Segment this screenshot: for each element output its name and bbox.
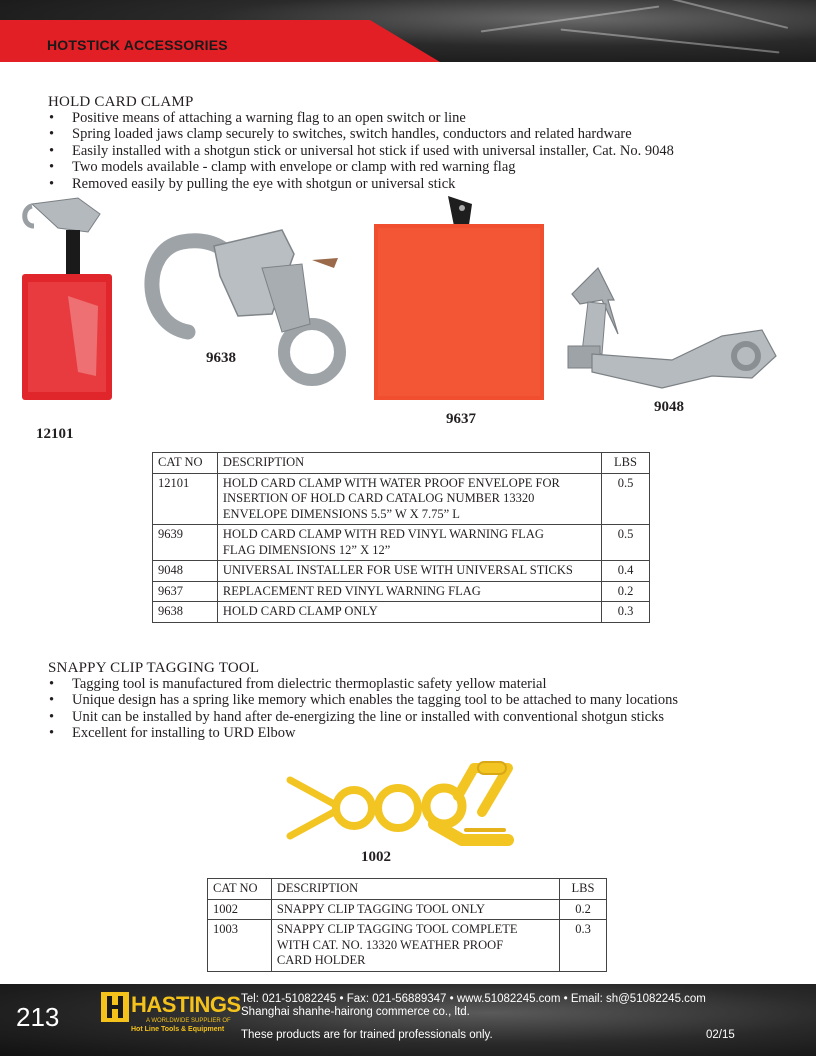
hold-card-table [152,452,650,623]
description-line: HOLD CARD CLAMP WITH WATER PROOF ENVELOPE FOR [222,475,560,490]
description-line: WITH CAT. NO. 13320 WEATHER PROOF [276,937,504,952]
column-header-lbs: LBS [602,453,650,474]
column-header-lbs: LBS [560,879,607,900]
lbs-cell: 0.4 [602,561,650,582]
contact-line: Tel: 021-51082245 • Fax: 021-56889347 • www.51082245.com • Email: sh@51082245.com [241,993,706,1005]
list-item: • Unit can be installed by hand after de-energizing the line or installed with conventional shotgun sticks [48,709,678,725]
cat-no-cell: 9048 [153,561,218,582]
table-row [153,473,650,525]
cat-no-cell: 1003 [208,920,272,972]
column-header-description: DESCRIPTION [271,879,559,900]
table-header-row [208,879,607,900]
hold-card-bullet-list [48,110,674,192]
revision-date: 02/15 [706,1029,735,1041]
description-cell [217,525,601,561]
table-header-row [153,453,650,474]
product-9638-image [142,224,354,394]
list-item: • Easily installed with a shotgun stick or universal hot stick if used with universal installer, Cat. No. 9048 [48,143,674,159]
column-header-cat-no: CAT NO [153,453,218,474]
contact-info [241,993,706,1019]
product-label-9048: 9048 [654,399,684,415]
description-cell: REPLACEMENT RED VINYL WARNING FLAG [217,581,601,602]
description-line: ENVELOPE DIMENSIONS 5.5” W X 7.75” L [222,506,460,521]
logo-wordmark: HASTINGS [131,992,241,1017]
hastings-logo-icon [101,992,129,1022]
cat-no-cell: 12101 [153,473,218,525]
column-header-description: DESCRIPTION [217,453,601,474]
column-header-cat-no: CAT NO [208,879,272,900]
list-item: • Positive means of attaching a warning flag to an open switch or line [48,110,674,126]
cat-no-cell: 9638 [153,602,218,623]
list-item: • Tagging tool is manufactured from dielectric thermoplastic safety yellow material [48,676,678,692]
cat-no-cell: 9639 [153,525,218,561]
snappy-clip-table [207,878,607,972]
snappy-clip-bullet-list [48,676,678,742]
lbs-cell: 0.5 [602,525,650,561]
description-cell [271,920,559,972]
cat-no-cell: 9637 [153,581,218,602]
product-1002-image [282,754,522,864]
product-label-9637: 9637 [446,411,476,427]
table-row [153,602,650,623]
product-label-1002: 1002 [361,849,391,865]
list-item: • Spring loaded jaws clamp securely to switches, switch handles, conductors and related hardware [48,126,674,142]
description-cell: UNIVERSAL INSTALLER FOR USE WITH UNIVERSAL STICKS [217,561,601,582]
description-line: INSERTION OF HOLD CARD CATALOG NUMBER 13320 [222,491,535,505]
lbs-cell: 0.2 [560,899,607,920]
description-cell: HOLD CARD CLAMP ONLY [217,602,601,623]
lbs-cell: 0.5 [602,473,650,525]
table-row [208,920,607,972]
logo-subtitle: Hot Line Tools & Equipment [131,1026,225,1033]
list-item: • Unique design has a spring like memory which enables the tagging tool to be attached to many locations [48,692,678,708]
company-name: Shanghai shanhe-hairong commerce co., ltd. [241,1006,470,1018]
description-line: CARD HOLDER [276,953,366,967]
product-label-9638: 9638 [206,350,236,366]
page-title: HOTSTICK ACCESSORIES [47,37,228,53]
description-line: SNAPPY CLIP TAGGING TOOL COMPLETE [276,922,518,936]
list-item: • Excellent for installing to URD Elbow [48,725,678,741]
table-row [208,899,607,920]
lbs-cell: 0.2 [602,581,650,602]
cat-no-cell: 1002 [208,899,272,920]
lbs-cell: 0.3 [602,602,650,623]
product-12101-image [18,196,118,406]
description-cell [217,473,601,525]
disclaimer-text: These products are for trained professionals only. [241,1029,493,1041]
list-item: • Two models available - clamp with envelope or clamp with red warning flag [48,159,674,175]
page-number: 213 [16,1002,60,1032]
table-row [153,581,650,602]
description-line: HOLD CARD CLAMP WITH RED VINYL WARNING FLAG [222,527,544,541]
hold-card-section-title: HOLD CARD CLAMP [48,94,194,110]
product-9637-image [372,194,548,404]
logo-tagline: A WORLDWIDE SUPPLIER OF [146,1018,231,1024]
lbs-cell: 0.3 [560,920,607,972]
table-row [153,525,650,561]
description-line: FLAG DIMENSIONS 12” X 12” [222,542,391,557]
product-label-12101: 12101 [36,426,74,442]
snappy-clip-section-title: SNAPPY CLIP TAGGING TOOL [48,660,260,676]
product-9048-image [562,264,782,394]
table-row [153,561,650,582]
list-item: • Removed easily by pulling the eye with shotgun or universal stick [48,176,674,192]
description-cell: SNAPPY CLIP TAGGING TOOL ONLY [271,899,559,920]
